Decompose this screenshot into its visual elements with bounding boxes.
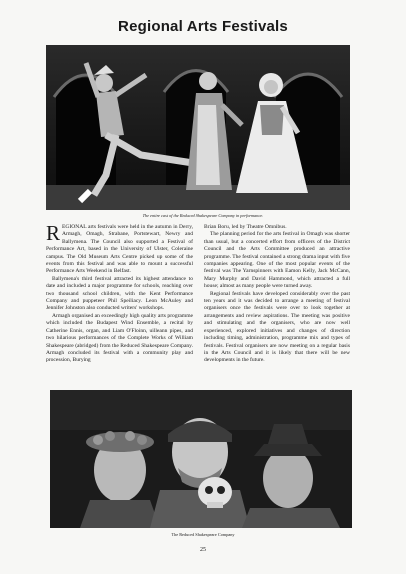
performance-photo: [46, 45, 350, 210]
article-left-column: [46, 221, 193, 365]
performance-photo-illustration: [46, 45, 350, 210]
drop-cap: R: [46, 221, 61, 245]
page-title: Regional Arts Festivals: [118, 18, 288, 35]
left-paragraph-1: [46, 221, 193, 276]
page-number: 25: [200, 547, 206, 553]
right-paragraph-1: Brian Boru, led by Theatre Omnibus.: [204, 224, 287, 230]
cast-portrait-photo: [50, 390, 352, 528]
left-paragraph-3: Armagh organised an exceedingly high quality arts programme which included the Budapest Wind Ensemble, a recital by Catherine Ennis, organ, and Liam O'Floinn, uilleann pipes, and two hilarious performances of the Complete Works of William Shakespeare (abridged) from the Reduced Shakespeare Company. Armagh concluded its festival with a community play and procession, Burying: [46, 312, 193, 364]
top-photo-caption: The entire cast of the Reduced Shakespeare Company in performance.: [142, 213, 264, 218]
left-paragraph-2: Ballymena's third festival attracted its highest attendance to date and included a major programme for schools, reaching over two thousand school children, with the Kent Performance Company and puppeteer Phil Speiliacy. Leon McAuley and Jennifer Johnston also conducted writers' workshops.: [46, 275, 193, 312]
right-paragraph-3: Regional festivals have developed considerably over the past ten years and it was decided to arrange a meeting of festival organisers once the festivals were over to look together at arrangements and review aspirations. The meeting was positive and stimulating and the organisers, who are now well experienced, explored initiatives and changes of direction including timing, administration, programme mix and types of festivals. Festival organisers are now meeting on a regular basis in the Arts Council and it is likely that there will be new developments in the future.: [204, 290, 350, 364]
article-right-column: [204, 224, 350, 365]
cast-portrait-illustration: [50, 390, 352, 528]
bottom-photo-caption: The Reduced Shakespeare Company: [171, 532, 235, 537]
right-paragraph-2: The planning period for the arts festival in Omagh was shorter than usual, but a concerted effort from officers of the District Council and the Arts Committee produced an attractive programme. The festival contained a strong drama input with five companies appearing. One of the most popular events of the festival was The Yarnspinners with Eamon Kelly, Jack McCann, Mary Murphy and David Hammond, which attracted a full house; almost as many people were turned away.: [204, 231, 350, 290]
left-paragraph-1-text: EGIONAL arts festivals were held in the autumn in Derry, Armagh, Omagh, Strabane, Portstewart, Newry and Ballymena. The Council also supported a Festival of Performance Art, based in the University of Ulster, Coleraine campus. The Old Museum Arts Centre picked up some of the events from this festival and was able to mount a successful Performance Arts Weekend in Belfast.: [46, 224, 193, 275]
